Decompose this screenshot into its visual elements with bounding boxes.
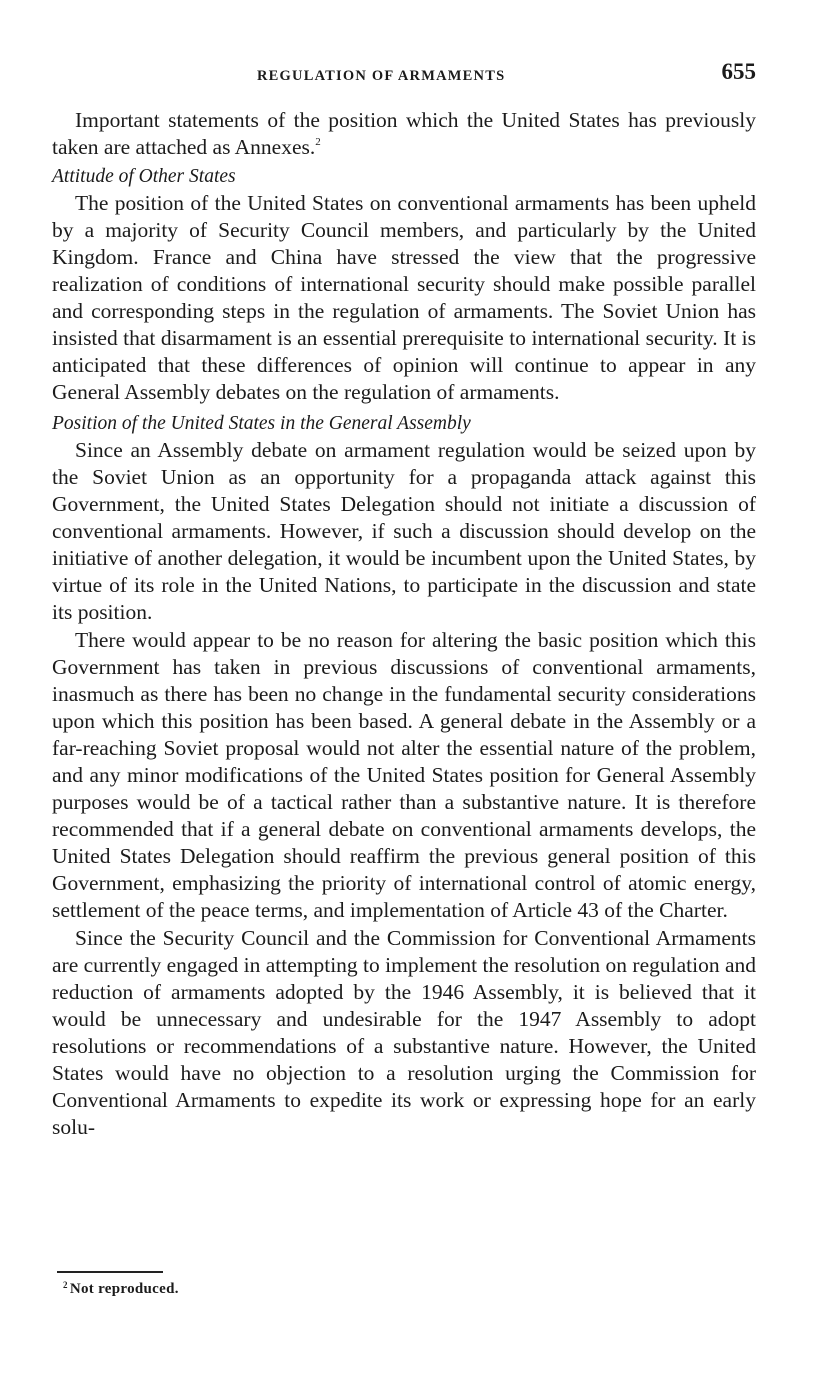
running-title: REGULATION OF ARMAMENTS [257, 68, 506, 84]
document-page [52, 56, 756, 1141]
footnote [63, 1281, 179, 1298]
footnote-divider [57, 1271, 163, 1273]
paragraph-position-3: Since the Security Council and the Commission for Conventional Armaments are currently engaged in attempting to implement the resolution on regulation and reduction of armaments adopted by the 1946 Assembly, it is believed that it would be unnecessary and undesirable for the 1947 Assembly to adopt resolutions or recommendations of a substantive nature. However, the United States would have no objection to a resolution urging the Commission for Conventional Armaments to expedite its work or expressing hope for an early solu- [52, 926, 756, 1139]
body-text [52, 107, 756, 1141]
paragraph-position-2: There would appear to be no reason for altering the basic position which this Government has taken in previous discussions of conventional armaments, inasmuch as there has been no change in the fundamental security considerations upon which this position has been based. A general debate in the Assembly or a far-reaching Soviet proposal would not alter the essential nature of the problem, and any minor modifications of the United States position for General Assembly purposes would be of a tactical rather than a substantive nature. It is therefore recommended that if a general debate on conventional armaments develops, the United States Delegation should reaffirm the previous general position of this Government, emphasizing the priority of international control of atomic energy, settlement of the peace terms, and implementation of Article 43 of the Charter. [52, 628, 756, 922]
paragraph-attitude: The position of the United States on conventional armaments has been upheld by a majority of Security Council members, and particularly by the United Kingdom. France and China have stressed the view that the progressive realization of conditions of international security should make possible parallel and corresponding steps in the regulation of armaments. The Soviet Union has insisted that disarmament is an essential prerequisite to international security. It is anticipated that these differences of opinion will continue to appear in any General Assembly debates on the regulation of armaments. [52, 191, 756, 404]
section-heading-position: Position of the United States in the General Assembly [52, 413, 471, 434]
footnote-text: Not reproduced. [69, 1281, 179, 1297]
intro-text: Important statements of the position which the United States has previously taken are attached as Annexes. [52, 108, 756, 159]
footnote-reference: 2 [315, 136, 321, 148]
paragraph-position-1: Since an Assembly debate on armament regulation would be seized upon by the Soviet Union as an opportunity for a propaganda attack against this Government, the United States Delegation should not initiate a discussion of conventional armaments. However, if such a discussion should develop on the initiative of another delegation, it would be incumbent upon the United States, by virtue of its role in the United Nations, to participate in the discussion and state its position. [52, 438, 756, 624]
footnote-marker: 2 [63, 1280, 68, 1290]
page-number: 655 [721, 59, 756, 84]
running-header [52, 56, 756, 92]
intro-paragraph [52, 107, 756, 161]
section-heading-attitude: Attitude of Other States [52, 166, 236, 187]
